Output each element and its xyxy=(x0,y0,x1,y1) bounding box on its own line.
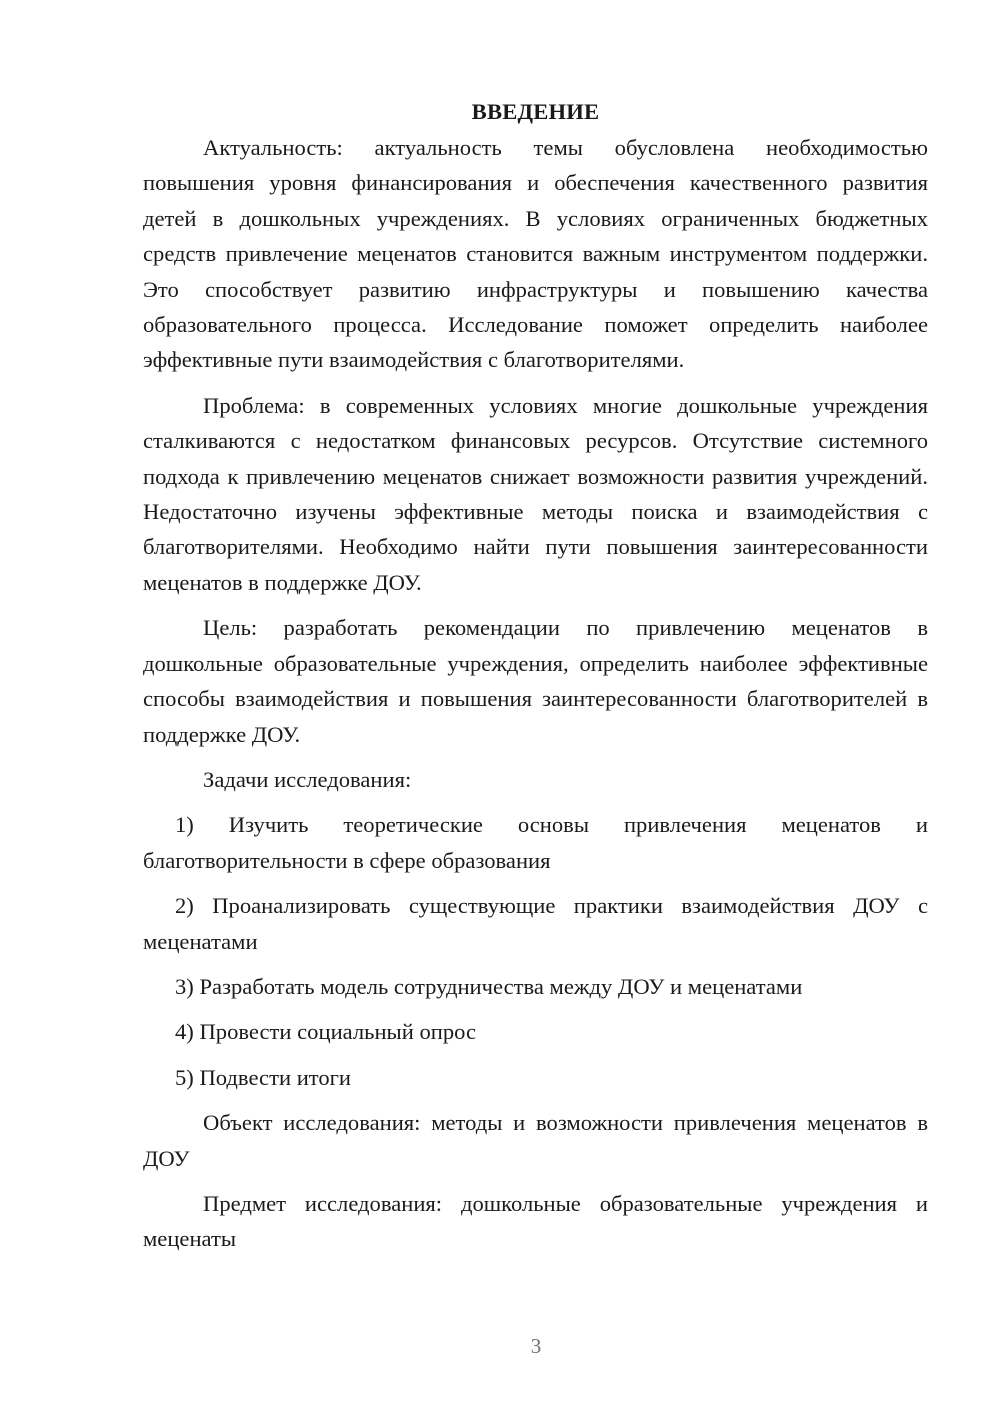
paragraph-subject: Предмет исследования: дошкольные образовательные учреждения и меценаты xyxy=(143,1190,928,1252)
section-title: ВВЕДЕНИЕ xyxy=(471,99,600,124)
task-item: 3) Разработать модель сотрудничества между ДОУ и меценатами xyxy=(175,973,803,999)
tasks-heading: Задачи исследования: xyxy=(203,766,412,792)
task-item: 2) Проанализировать существующие практики взаимодействия ДОУ с меценатами xyxy=(143,893,928,954)
paragraph-object: Объект исследования: методы и возможности привлечения меценатов в ДОУ xyxy=(143,1110,928,1171)
page-number: 3 xyxy=(530,1334,542,1358)
document-page xyxy=(143,94,928,1267)
task-item: 1) Изучить теоретические основы привлечения меценатов и благотворительности в сфере образования xyxy=(143,812,928,873)
paragraph-goal: Цель: разработать рекомендации по привлечению меценатов в дошкольные образовательные учреждения, определить наиболее эффективные способы взаимодействия и повышения заинтересованности благотворителей в поддержке ДОУ. xyxy=(143,615,928,747)
task-item: 4) Провести социальный опрос xyxy=(175,1019,477,1045)
paragraph-problem: Проблема: в современных условиях многие дошкольные учреждения сталкиваются с недостатком финансовых ресурсов. Отсутствие системного подхода к привлечению меценатов снижает возможности развития учреждений. Недостаточно изучены эффективные методы поиска и взаимодействия с благотворителями. Необходимо найти пути повышения заинтересованности меценатов в поддержке ДОУ. xyxy=(143,392,928,595)
paragraph-relevance: Актуальность: актуальность темы обусловлена необходимостью повышения уровня финансирования и обеспечения качественного развития детей в дошкольных учреждениях. В условиях ограниченных бюджетных средств привлечение меценатов становится важным инструментом поддержки. Это способствует развитию инфраструктуры и повышению качества образовательного процесса. Исследование поможет определить наиболее эффективные пути взаимодействия с благотворителями. xyxy=(143,135,928,373)
task-item: 5) Подвести итоги xyxy=(175,1064,352,1090)
